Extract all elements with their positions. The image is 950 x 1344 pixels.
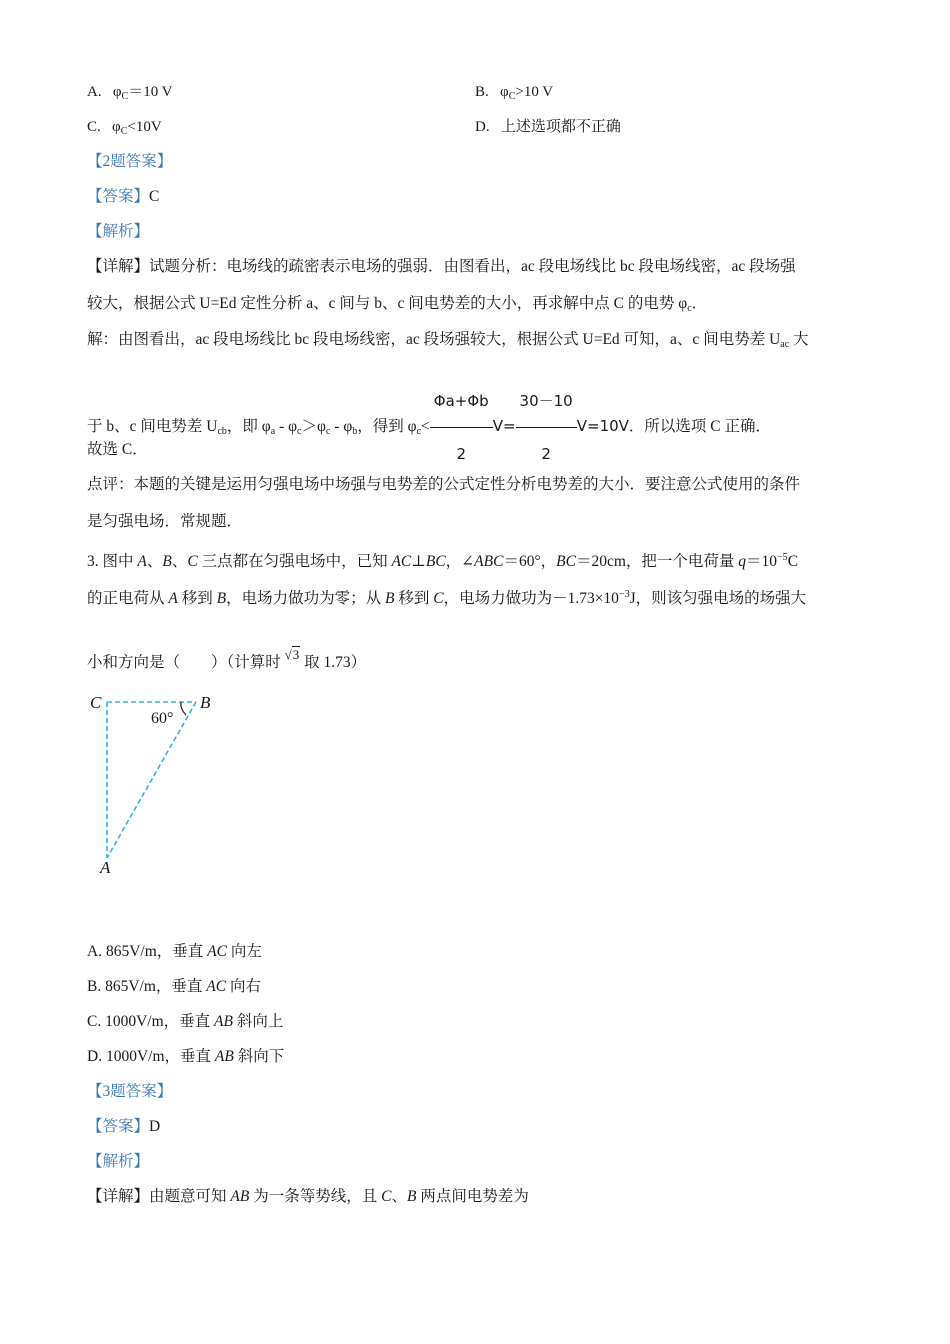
solution-text: 大 [789,331,809,348]
var-q: q [738,553,747,570]
solution-text: 于 b、c 间电势差 U [87,418,218,436]
q2-option-c [87,117,162,142]
option-text: 上述选项都不正确 [500,119,621,135]
var-a: A [168,590,178,607]
detail-text: 为一条等势线，且 [249,1188,382,1205]
angle-arc [181,702,186,715]
stem-text: 的正电荷从 [87,590,169,607]
stem-text: ＝10 [746,553,778,570]
subscript: c [687,303,692,314]
q2-option-b [475,82,553,107]
subscript: C [508,91,516,102]
phi-symbol: φ [112,119,121,135]
phi-symbol: φ [500,84,509,100]
var-bc: BC [425,553,446,570]
stem-text: 小和方向是（ ）（计算时 [87,654,285,671]
option-text: 向左 [226,943,262,960]
sqrt-radicand: 3 [292,647,300,662]
fraction-denominator: 2 [456,445,467,463]
subscript: C [121,91,129,102]
q3-stem-line2 [87,585,806,609]
option-text: 斜向上 [232,1013,284,1030]
stem-text: 、 [171,553,188,570]
var-bc: BC [556,553,576,570]
q2-conclusion: 故选 C． [87,441,148,458]
q2-comment-line2: 是匀强电场．常规题． [87,513,243,530]
var-b: B [162,553,172,570]
subscript: c [416,426,422,438]
option-var: AB [214,1048,234,1065]
stem-text: 移到 [177,590,217,607]
var-ac: AC [391,553,412,570]
triangle-figure [88,688,228,878]
q3-option-b [87,977,261,997]
answer-label: 【答案】 [87,188,150,205]
stem-text: ，电场力做功为零；从 [226,590,385,607]
subscript: c [325,426,331,438]
fraction-numerator: 30－10 [516,376,577,428]
option-text: 斜向下 [233,1048,285,1065]
stem-text: ＝60°， [503,553,557,570]
var-b: B [216,590,227,607]
q3-detail [87,1187,529,1207]
stem-text: C [787,553,799,570]
subscript: cb [217,426,227,438]
q2-comment-line1: 点评：本题的关键是运用匀强电场中场强与电势差的公式定性分析电势差的大小．要注意公式使用的条件 [87,476,801,493]
solution-text: ，即 φ [226,418,271,436]
option-text: <10V [127,119,162,135]
superscript: −3 [618,589,630,600]
var-ab: AB [230,1188,250,1205]
solution-text: ．所以选项 C 正确． [628,418,772,436]
stem-text: 、 [146,553,163,570]
q3-analysis-label: 【解析】 [87,1153,150,1170]
option-var: AC [207,943,227,960]
detail-label: 【详解】 [87,258,150,275]
answer-label: 【答案】 [87,1118,150,1135]
stem-text: ，电场力做功为－1.73×10 [443,590,619,607]
q3-answer [87,1117,160,1137]
option-text: ＝10 V [128,84,173,100]
detail-label: 【详解】 [87,1188,150,1205]
q2-solution-line2 [87,376,771,479]
var-b: B [406,1188,417,1205]
stem-text: 3. 图中 [87,553,138,570]
detail-text: 、 [391,1188,407,1205]
var-abc: ABC [474,553,504,570]
phi-symbol: φ [112,84,122,100]
superscript: −5 [777,552,788,563]
fraction-values [516,376,577,479]
option-text: B. 865V/m，垂直 [87,978,207,995]
option-text: A. 865V/m，垂直 [87,943,208,960]
subscript: c [297,426,302,438]
solution-text: < [421,418,430,436]
label-b: B [200,693,211,712]
label-c: C [90,693,102,712]
detail-text: ． [691,295,708,312]
detail-text: 由题意可知 [149,1188,231,1205]
var-b: B [384,590,395,607]
q3-option-c [87,1012,283,1032]
option-letter: A. [87,84,102,100]
q2-option-d [475,117,621,137]
option-letter: C. [87,119,101,135]
subscript: a [270,426,276,438]
detail-text: 试题分析：电场线的疏密表示电场的强弱．由图看出，ac 段电场线比 bc 段电场线密，ac 段场强 [149,258,796,275]
q2-answer [87,187,159,207]
option-text: D. 1000V/m，垂直 [87,1048,215,1065]
stem-text: J，则该匀强电场的场强大 [629,590,807,607]
var-a: A [137,553,147,570]
q3-answer-header: 【3题答案】 [87,1083,173,1100]
option-var: AB [214,1013,233,1030]
q3-stem-line3 [87,640,366,678]
subscript: C [120,126,128,137]
q2-detail-line1 [87,257,796,277]
solution-text: 解：由图看出，ac 段电场线比 bc 段电场线密，ac 段场强较大，根据公式 U=Ed 可知，a、c 间电势差 U [87,331,781,348]
stem-text: ，∠ [445,553,475,570]
q2-answer-header: 【2题答案】 [87,153,173,170]
var-c: C [433,590,444,607]
q3-stem-line1 [87,548,798,572]
detail-text: 较大，根据公式 U=Ed 定性分析 a、c 间与 b、c 间电势差的大小，再求解中点 C 的电势 φ [87,295,688,312]
q3-option-d [87,1047,284,1067]
math-text: V= [492,417,516,436]
math-text: V=10V [576,417,629,436]
answer-value: D [149,1118,161,1135]
fraction-phi [430,376,493,479]
sqrt-symbol: √3 [284,647,300,662]
label-angle: 60° [151,710,174,727]
detail-text: 两点间电势差为 [416,1188,529,1205]
fraction-numerator: Φa+Φb [430,376,493,428]
q2-analysis-label: 【解析】 [87,223,150,240]
q2-solution-line1 [87,330,809,355]
option-letter: B. [475,84,489,100]
option-text: >10 V [515,84,554,100]
label-a: A [100,858,111,877]
stem-text: 三点都在匀强电场中，已知 [197,553,392,570]
option-text: 向右 [226,978,261,995]
var-c: C [381,1188,392,1205]
option-letter: D. [475,119,490,135]
q2-detail-line2 [87,294,707,319]
q2-option-a [87,82,173,107]
stem-text: 取 1.73） [300,654,367,671]
subscript: b [352,426,358,438]
perp-symbol: ⊥ [411,553,426,570]
q3-option-a [87,942,262,962]
stem-text: ＝20cm，把一个电荷量 [575,553,739,570]
solution-text: - φ [330,418,353,436]
solution-text: - φ [275,418,298,436]
stem-text: 移到 [394,590,434,607]
solution-text: ，得到 φ [357,418,417,436]
solution-text: ＞φ [301,418,326,436]
var-c: C [187,553,198,570]
option-text: C. 1000V/m，垂直 [87,1013,215,1030]
option-var: AC [206,978,227,995]
answer-value: C [149,188,160,205]
fraction-denominator: 2 [541,445,551,463]
subscript: ac [780,339,790,350]
